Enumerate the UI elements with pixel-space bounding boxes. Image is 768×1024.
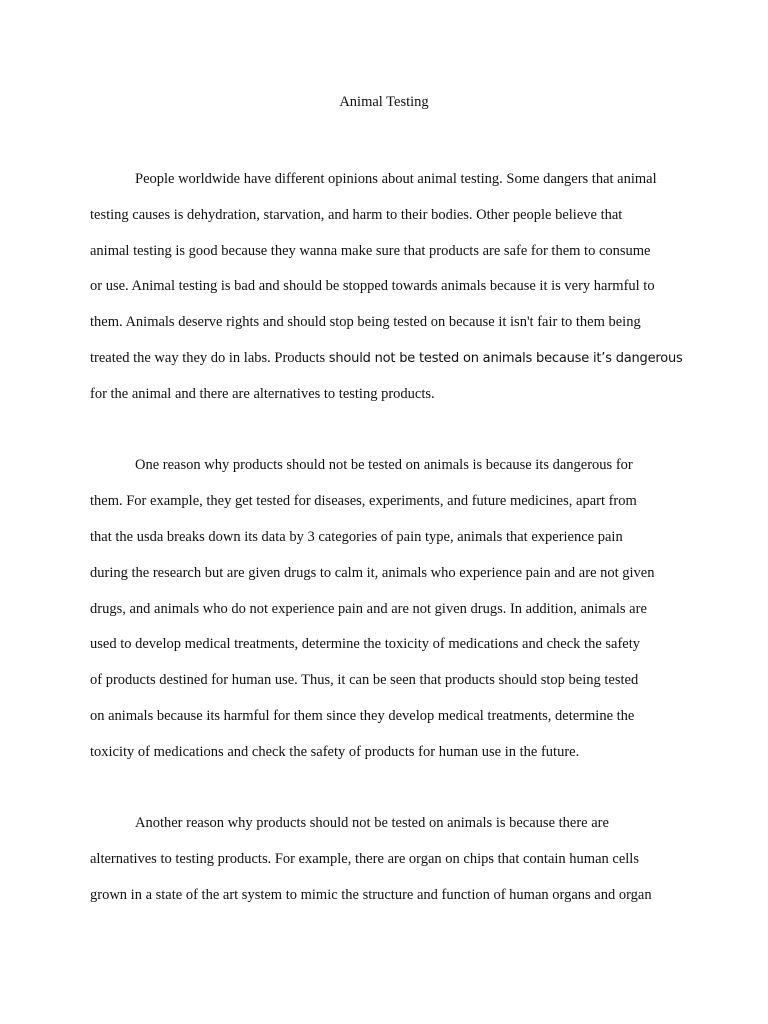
paragraph-1-line-6-alt-font: should not be tested on animals because it’s dangerous: [328, 350, 683, 366]
document-title: Animal Testing: [339, 94, 429, 110]
paragraph-1-line-3: animal testing is good because they wanna make sure that products are safe for them to consume: [90, 242, 651, 259]
paragraph-2-line-3: that the usda breaks down its data by 3 categories of pain type, animals that experience pain: [90, 528, 623, 545]
paragraph-1: [90, 162, 690, 413]
paragraph-2-line-2: them. For example, they get tested for diseases, experiments, and future medicines, apart from: [90, 493, 637, 510]
paragraph-2-line-6: used to develop medical treatments, determine the toxicity of medications and check the safety: [90, 636, 641, 653]
paragraph-2-line-7: of products destined for human use. Thus, it can be seen that products should stop being tested: [90, 672, 639, 689]
paragraph-3-line-3: grown in a state of the art system to mimic the structure and function of human organs and organ: [90, 886, 652, 903]
paragraph-1-line-6-start: treated the way they do in labs. Products: [90, 349, 329, 366]
paragraph-3-line-1: Another reason why products should not be tested on animals is because there are: [135, 815, 609, 832]
paragraph-spacer: [90, 771, 690, 807]
paragraph-1-line-2: testing causes is dehydration, starvation, and harm to their bodies. Other people believe that: [90, 206, 623, 223]
paragraph-1-line-1: People worldwide have different opinions about animal testing. Some dangers that animal: [135, 171, 657, 187]
paragraph-2-line-4: during the research but are given drugs to calm it, animals who experience pain and are not given: [90, 564, 655, 581]
document-body: [90, 162, 690, 914]
paragraph-1-line-6: [90, 341, 690, 377]
paragraph-2-line-1: One reason why products should not be tested on animals is because its dangerous for: [135, 457, 633, 474]
paragraph-1-line-7: for the animal and there are alternatives to testing products.: [90, 385, 435, 402]
paragraph-2-line-5: drugs, and animals who do not experience pain and are not given drugs. In addition, animals are: [90, 600, 647, 617]
paragraph-3-line-2: alternatives to testing products. For example, there are organ on chips that contain human cells: [90, 851, 639, 868]
paragraph-1-line-4: or use. Animal testing is bad and should be stopped towards animals because it is very harmful to: [90, 278, 655, 295]
paragraph-spacer: [90, 413, 690, 449]
paragraph-1-line-5: them. Animals deserve rights and should stop being tested on because it isn't fair to them being: [90, 314, 641, 331]
paragraph-2-line-9: toxicity of medications and check the safety of products for human use in the future.: [90, 743, 580, 760]
paragraph-3: [90, 806, 690, 913]
paragraph-2-line-8: on animals because its harmful for them since they develop medical treatments, determine the: [90, 707, 635, 724]
paragraph-2: [90, 448, 690, 770]
